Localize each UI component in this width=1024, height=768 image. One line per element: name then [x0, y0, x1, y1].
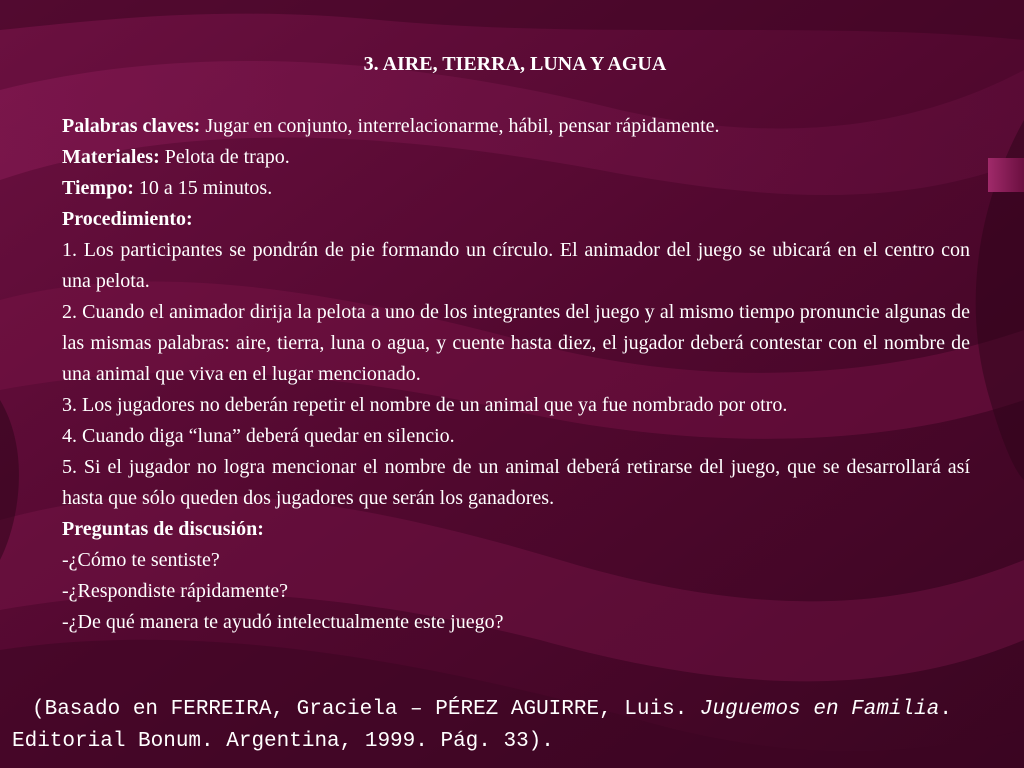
source-citation: [12, 694, 992, 758]
materials-value: Pelota de trapo.: [159, 146, 290, 168]
procedure-step: 1. Los participantes se pondrán de pie formando un círculo. El animador del juego se ubicará en el centro con una pelota.: [62, 239, 970, 292]
procedure-step: 3. Los jugadores no deberán repetir el nombre de un animal que ya fue nombrado por otro.: [62, 394, 788, 416]
procedure-step: 2. Cuando el animador dirija la pelota a uno de los integrantes del juego y al mismo tiempo pronuncie algunas de las mismas palabras: aire, tierra, luna o agua, y cuente hasta diez, el jugador deberá contestar con el nombre de una animal que viva en el lugar mencionado.: [62, 301, 970, 385]
discussion-heading: [62, 514, 970, 545]
procedure-step: 4. Cuando diga “luna” deberá quedar en silencio.: [62, 425, 455, 447]
keywords-label: Palabras claves:: [62, 115, 201, 137]
materials-line: [62, 142, 970, 173]
procedure-heading: [62, 204, 970, 235]
time-value: 10 a 15 minutos.: [133, 177, 273, 199]
discussion-question: -¿Respondiste rápidamente?: [62, 580, 289, 602]
citation-prefix: (Basado en FERREIRA, Graciela – PÉREZ AGUIRRE, Luis.: [32, 698, 700, 721]
slide-body: [62, 111, 970, 638]
materials-label: Materiales:: [62, 146, 160, 168]
slide-title: 3. AIRE, TIERRA, LUNA Y AGUA: [363, 53, 667, 75]
time-label: Tiempo:: [62, 177, 134, 199]
discussion-question: -¿Cómo te sentiste?: [62, 549, 220, 571]
keywords-line: [62, 111, 970, 142]
citation-suffix: . Editorial Bonum. Argentina, 1999. Pág. 33).: [12, 698, 952, 753]
citation-book-title: Juguemos en Familia: [699, 698, 940, 721]
discussion-question: -¿De qué manera te ayudó intelectualmente este juego?: [62, 611, 504, 633]
discussion-label: Preguntas de discusión:: [62, 518, 264, 540]
procedure-step: 5. Si el jugador no logra mencionar el nombre de un animal deberá retirarse del juego, que se desarrollará así hasta que sólo queden dos jugadores que serán los ganadores.: [62, 456, 970, 509]
time-line: [62, 173, 970, 204]
procedure-label: Procedimiento:: [62, 208, 193, 230]
keywords-value: Jugar en conjunto, interrelacionarme, hábil, pensar rápidamente.: [200, 115, 720, 137]
